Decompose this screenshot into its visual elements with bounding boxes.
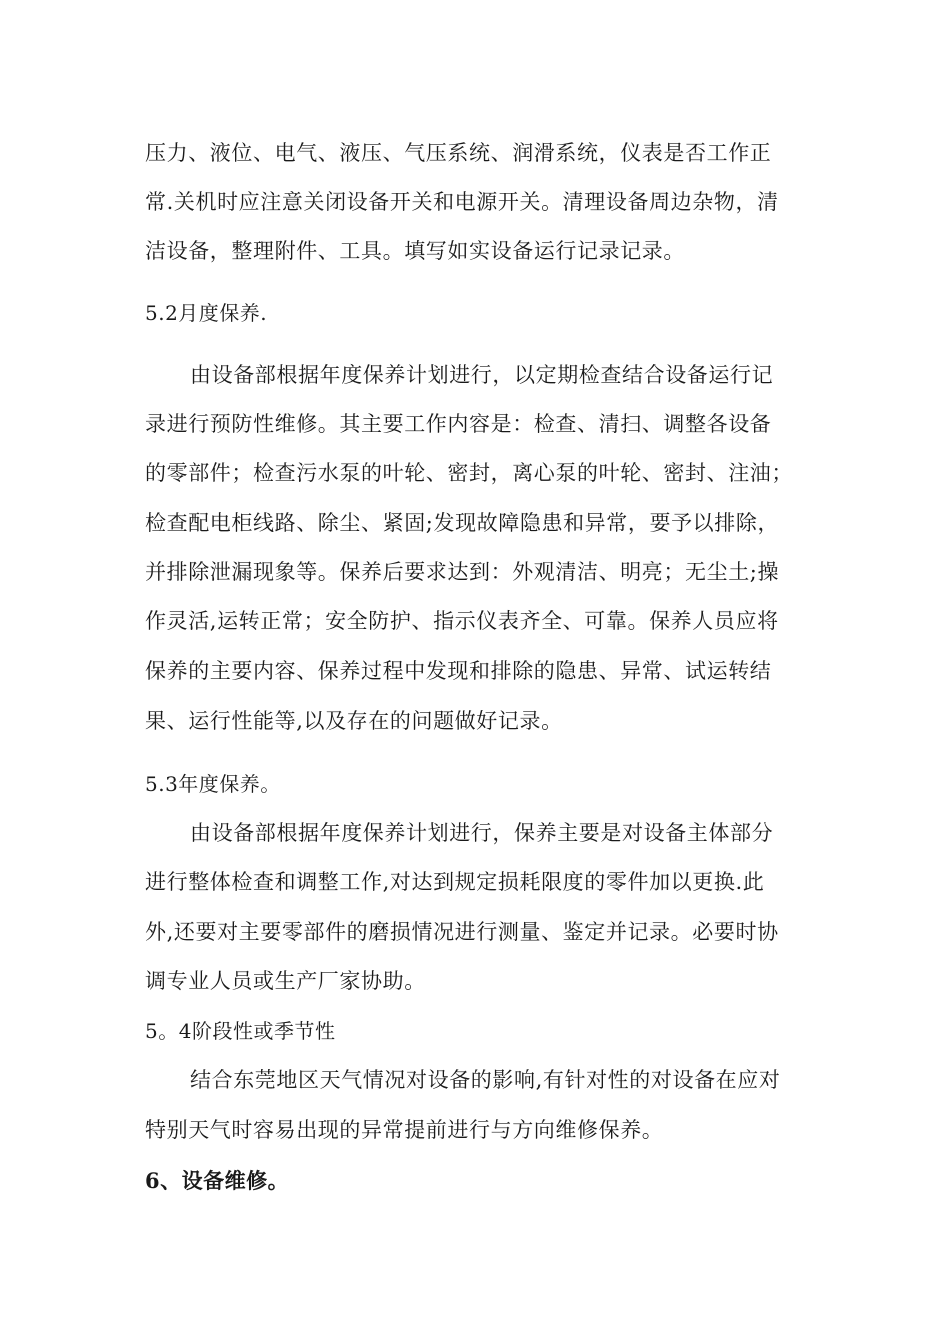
paragraph-line: 结合东莞地区天气情况对设备的影响,有针对性的对设备在应对 xyxy=(190,1068,781,1092)
paragraph-line: 压力、液位、电气、液压、气压系统、润滑系统，仪表是否工作正 xyxy=(145,141,772,165)
paragraph-line: 调专业人员或生产厂家协助。 xyxy=(145,969,426,993)
paragraph-line: 的零部件；检查污水泵的叶轮、密封，离心泵的叶轮、密封、注油； xyxy=(145,461,793,485)
paragraph-line: 常.关机时应注意关闭设备开关和电源开关。清理设备周边杂物，清 xyxy=(145,190,779,214)
paragraph-line: 由设备部根据年度保养计划进行，保养主要是对设备主体部分 xyxy=(190,821,774,845)
paragraph-line: 并排除泄漏现象等。保养后要求达到：外观清洁、明亮；无尘土;操 xyxy=(145,560,780,584)
paragraph-line: 保养的主要内容、保养过程中发现和排除的隐患、异常、试运转结 xyxy=(145,659,772,683)
paragraph-line: 外,还要对主要零部件的磨损情况进行测量、鉴定并记录。必要时协 xyxy=(145,920,779,944)
section-heading-5-4: 5。4阶段性或季节性 xyxy=(145,1019,336,1043)
section-heading-6: 6、设备维修。 xyxy=(145,1168,290,1193)
section-heading-5-2: 5.2月度保养. xyxy=(145,301,268,325)
paragraph-line: 录进行预防性维修。其主要工作内容是：检查、清扫、调整各设备 xyxy=(145,412,772,436)
paragraph-line: 进行整体检查和调整工作,对达到规定损耗限度的零件加以更换.此 xyxy=(145,870,765,894)
paragraph-line: 洁设备，整理附件、工具。填写如实设备运行记录记录。 xyxy=(145,239,685,263)
paragraph-line: 特别天气时容易出现的异常提前进行与方向维修保养。 xyxy=(145,1118,664,1142)
paragraph-line: 作灵活,运转正常；安全防护、指示仪表齐全、可靠。保养人员应将 xyxy=(145,609,779,633)
paragraph-line: 检查配电柜线路、除尘、紧固;发现故障隐患和异常，要予以排除， xyxy=(145,511,780,535)
paragraph-line: 果、运行性能等,以及存在的问题做好记录。 xyxy=(145,709,563,733)
section-heading-5-3: 5.3年度保养。 xyxy=(145,772,281,796)
paragraph-line: 由设备部根据年度保养计划进行，以定期检查结合设备运行记 xyxy=(190,363,774,387)
